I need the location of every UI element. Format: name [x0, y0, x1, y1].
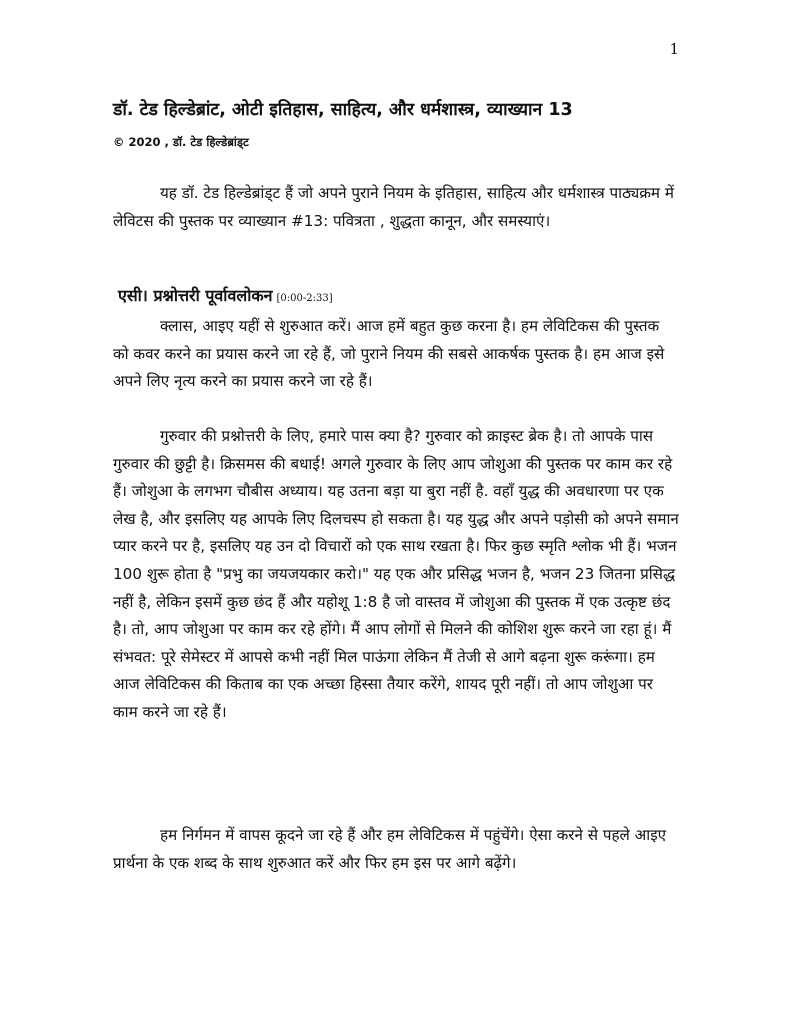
document-title: डॉ. टेड हिल्डेब्रांट, ओटी इतिहास, साहित्य, और धर्मशास्त्र, व्याख्यान 13: [113, 100, 573, 120]
section-heading-text: एसी। प्रश्नोत्तरी पूर्वावलोकन: [118, 286, 273, 305]
page-number: 1: [669, 40, 679, 58]
section-heading: [118, 284, 333, 311]
body-paragraph: हम निर्गमन में वापस कूदने जा रहे हैं और हम लेविटिकस में पहुंचेंगे। ऐसा करने से पहले आइए प्रार्थना के एक शब्द के साथ शुरुआत करें और फिर हम इस पर आगे बढ़ेंगे।: [113, 826, 667, 872]
copyright-line: © 2020 , डॉ. टेड हिल्डेब्रांड्ट: [113, 135, 249, 149]
intro-paragraph: यह डॉ. टेड हिल्डेब्रांड्ट हैं जो अपने पुराने नियम के इतिहास, साहित्य और धर्मशास्त्र पाठ्यक्रम में लेविटस की पुस्तक पर व्याख्यान #13: पवित्रता , शुद्धता कानून, और समस्याएं।: [113, 184, 674, 230]
body-paragraph: गुरुवार की प्रश्नोत्तरी के लिए, हमारे पास क्या है? गुरुवार को क्राइस्ट ब्रेक है। तो आपके पास गुरुवार की छुट्टी है। क्रिसमस की बधाई! अगले गुरुवार के लिए आप जोशुआ की पुस्तक पर काम कर रहे हैं। जोशुआ के लगभग चौबीस अध्याय। यह उतना बड़ा या बुरा नहीं है. वहाँ युद्ध की अवधारणा पर एक लेख है, और इसलिए यह आपके लिए दिलचस्प हो सकता है। यह युद्ध और अपने पड़ोसी को अपने समान प्यार करने पर है, इसलिए यह उन दो विचारों को एक साथ रखता है। फिर कुछ स्मृति श्लोक भी हैं। भजन 100 शुरू होता है "प्रभु का जयजयकार करो।" यह एक और प्रसिद्ध भजन है, भजन 23 जितना प्रसिद्ध नहीं है, लेकिन इसमें कुछ छंद हैं और यहोशू 1:8 है जो वास्तव में जोशुआ की पुस्तक में एक उत्कृष्ट छंद है। तो, आप जोशुआ पर काम कर रहे होंगे। मैं आप लोगों से मिलने की कोशिश शुरू करने जा रहा हूं। मैं संभवत: पूरे सेमेस्टर में आपसे कभी नहीं मिल पाऊंगा लेकिन मैं तेजी से आगे बढ़ना शुरू करूंगा। हम आज लेविटिकस की किताब का एक अच्छा हिस्सा तैयार करेंगे, शायद पूरी नहीं। तो आप जोशुआ पर काम करने जा रहे हैं।: [113, 427, 679, 721]
body-paragraph: क्लास, आइए यहीं से शुरुआत करें। आज हमें बहुत कुछ करना है। हम लेविटिकस की पुस्तक को कवर करने का प्रयास करने जा रहे हैं, जो पुराने नियम की सबसे आकर्षक पुस्तक है। हम आज इसे अपने लिए नृत्य करने का प्रयास करने जा रहे हैं।: [113, 317, 665, 391]
section-timestamp: [0:00-2:33]: [276, 293, 333, 304]
